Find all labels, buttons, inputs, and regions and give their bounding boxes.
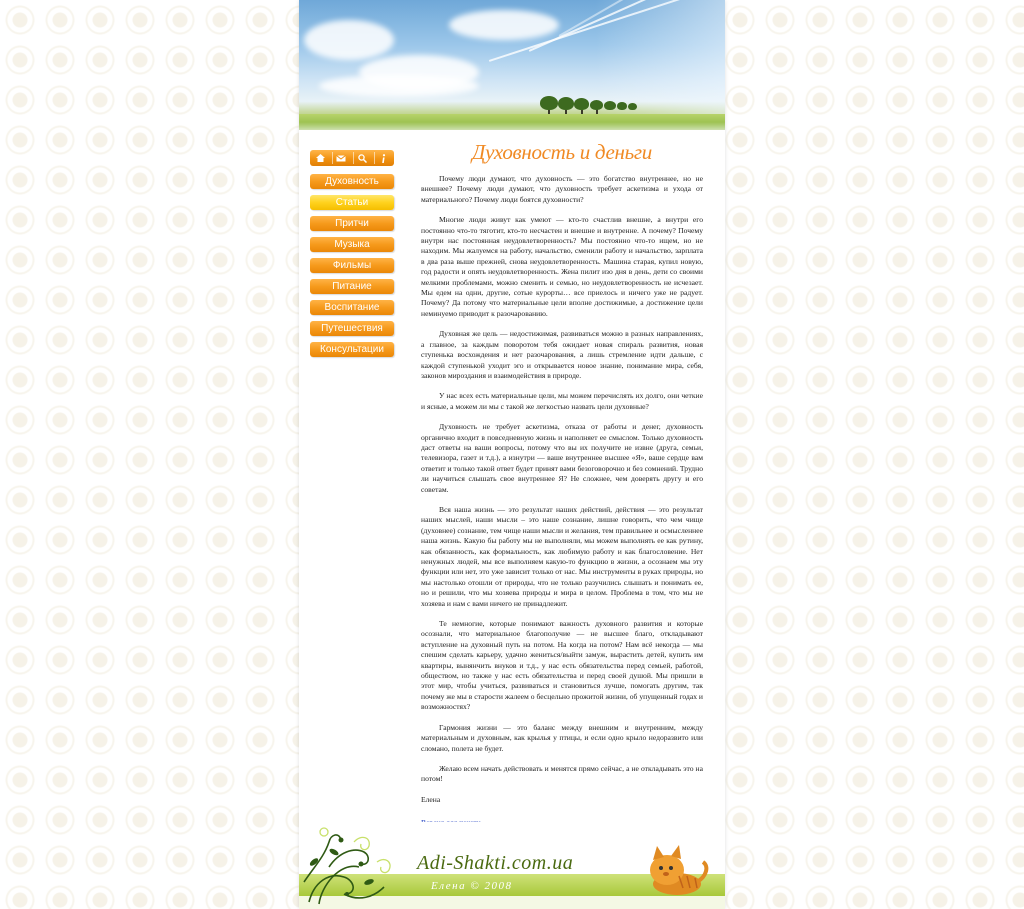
cloud <box>304 20 394 60</box>
icon-toolbar <box>310 150 394 166</box>
menu-item-articles[interactable]: Статьи <box>310 195 394 210</box>
home-icon[interactable] <box>312 152 329 164</box>
tree <box>628 103 637 110</box>
article-paragraph: Духовная же цель — недостижимая, развиваться можно в разных направлениях, а главное, за каждым поворотом тебя ожидает новая спираль развития, новая ступенька восхождения и нет разочарования, а лишь стремление идти дальше, с каждой ступенькой уходит эго и открывается новое знание, понимание мира, себя, законов мироздания и взаимодействия в природе. <box>421 329 703 380</box>
cat-illustration-icon <box>637 836 711 900</box>
page <box>299 0 725 909</box>
search-icon[interactable] <box>353 152 371 164</box>
mail-icon[interactable] <box>332 152 350 164</box>
menu-item-music[interactable]: Музыка <box>310 237 394 252</box>
menu-item-consultations[interactable]: Консультации <box>310 342 394 357</box>
menu-item-films[interactable]: Фильмы <box>310 258 394 273</box>
footer <box>299 822 725 909</box>
footer-copyright: Елена © 2008 <box>431 880 513 892</box>
article-paragraph: Почему люди думают, что духовность — это богатство внутреннее, но не внешнее? Почему люди думают, что духовность требует аскетизма и ухода от материального? Почему люди боятся духовности? <box>421 174 703 204</box>
article-paragraph: Те немногие, которые понимают важность духовного развития и которые осознали, что материальное благополучие — не высшее благо, откладывают вступление на духовный путь на потом. На когда на потом? Нам всё некогда — мы спешим сделать карьеру, удачно жениться/выйти замуж, вырастить детей, купить им квартиры, вынянчить внуков и т.д., у нас есть обязательства перед семьей, работой, обществом, но также у нас есть обязательства и перед своей душой. Мы пришли в этот мир, чтобы учиться, развиваться и становиться лучше, помогать другим, так почему же мы в старости жалеем о бесцельно прожитой жизни, об упущенный годах и возможностях? <box>421 619 703 712</box>
article <box>421 140 703 830</box>
cloud <box>319 75 479 97</box>
footer-site-name: Adi-Shakti.com.ua <box>417 852 574 874</box>
tree <box>540 96 558 110</box>
header-fade <box>595 0 725 130</box>
menu-item-travel[interactable]: Путешествия <box>310 321 394 336</box>
tree <box>617 102 627 110</box>
page-title: Духовность и деньги <box>472 140 652 164</box>
article-paragraph: Вся наша жизнь — это результат наших действий, действия — это результат наших мыслей, наши мысли – это наше сознание, лишне говорить, что чем чище (духовнее) сознание, тем чище наши мысли и желания, тем правильнее и осмысленнее наша жизнь. Какую бы работу мы не выполняли, мы можем выполнять ее как рутину, как обязанность, как формальность, как любимую работу и как благословение. Нет ненужных людей, мы все выполняем какую-то функцию в жизни, а осознаем мы эту функции или нет, это уже зависит только от нас. Мы инструменты в руках природы, но мы настолько отошли от природы, что не только разучились слышать и понимать ее, но и решили, что мы хозяева природы и мира в целом. Проблема в том, что мы не хозяева и нам с вами ничего не принадлежит. <box>421 504 703 608</box>
article-paragraph: Гармония жизни — это баланс между внешним и внутренним, между материальным и духовным, как крылья у птицы, и если одно крыло недоразвито или сломано, полета не будет. <box>421 722 703 753</box>
header-banner <box>299 0 725 130</box>
menu-item-spirituality[interactable]: Духовность <box>310 174 394 189</box>
article-paragraph: Желаю всем начать действовать и менятся прямо сейчас, а не откладывать это на потом! <box>421 763 703 784</box>
article-paragraph: Многие люди живут как умеют — кто-то счастлив внешне, а внутри его постоянно что-то тяготит, кто-то несчастен и внешне и внутренне. А почему? Почему внутри нас постоянная неудовлетворенность? Мы постоянно что-то ищем, но не находим. Мы жалуемся на работу, начальство, сменили работу и начальство, зарплата в два раза выше прежней, снова неудовлетворенность. Машина старая, купил новую, год радости и опять неудовлетворенность. Жена пилит изо дня в день, дети со своими мелкими проблемами, можно сменить и семью, но неудовлетворенность не исчезает. Мы едем на одни, другие, сотые курорты… все приелось и ничего уже не радует. Почему? Да потому что материальные цели вполне достижимые, а достижение цели неминуемо приводит к разочарованию. <box>421 215 703 318</box>
cloud <box>449 10 559 40</box>
menu-item-parables[interactable]: Притчи <box>310 216 394 231</box>
tree <box>574 98 589 110</box>
author-signature: Елена <box>421 794 441 804</box>
article-paragraph: У нас всех есть материальные цели, мы можем перечислять их долго, они четкие и ясные, а можем ли мы с такой же легкостью назвать цели духовные? <box>421 391 703 411</box>
tree <box>604 101 616 110</box>
menu-item-nutrition[interactable]: Питание <box>310 279 394 294</box>
floral-ornament-icon <box>299 822 399 909</box>
menu-item-upbringing[interactable]: Воспитание <box>310 300 394 315</box>
tree <box>558 97 574 110</box>
info-icon[interactable] <box>374 152 392 164</box>
tree <box>590 100 603 110</box>
article-paragraph: Духовность не требует аскетизма, отказа от работы и денег, духовность органично входит в повседневную жизнь и наполняет ее смыслом. Только духовность даст ответы на ваши вопросы, потому что вы их получите не извне (друга, семьи, телевизора, газет и т.д.), а изнутри — ваше внутреннее высшее «Я», ваше сердце вам ответит и только такой ответ будет принят вами безоговорочно и без сомнений. Трудно ли научиться слышать свое внутреннее Я? Не сложнее, чем доверять другу и его советам. <box>421 422 703 494</box>
sidebar <box>310 150 396 363</box>
